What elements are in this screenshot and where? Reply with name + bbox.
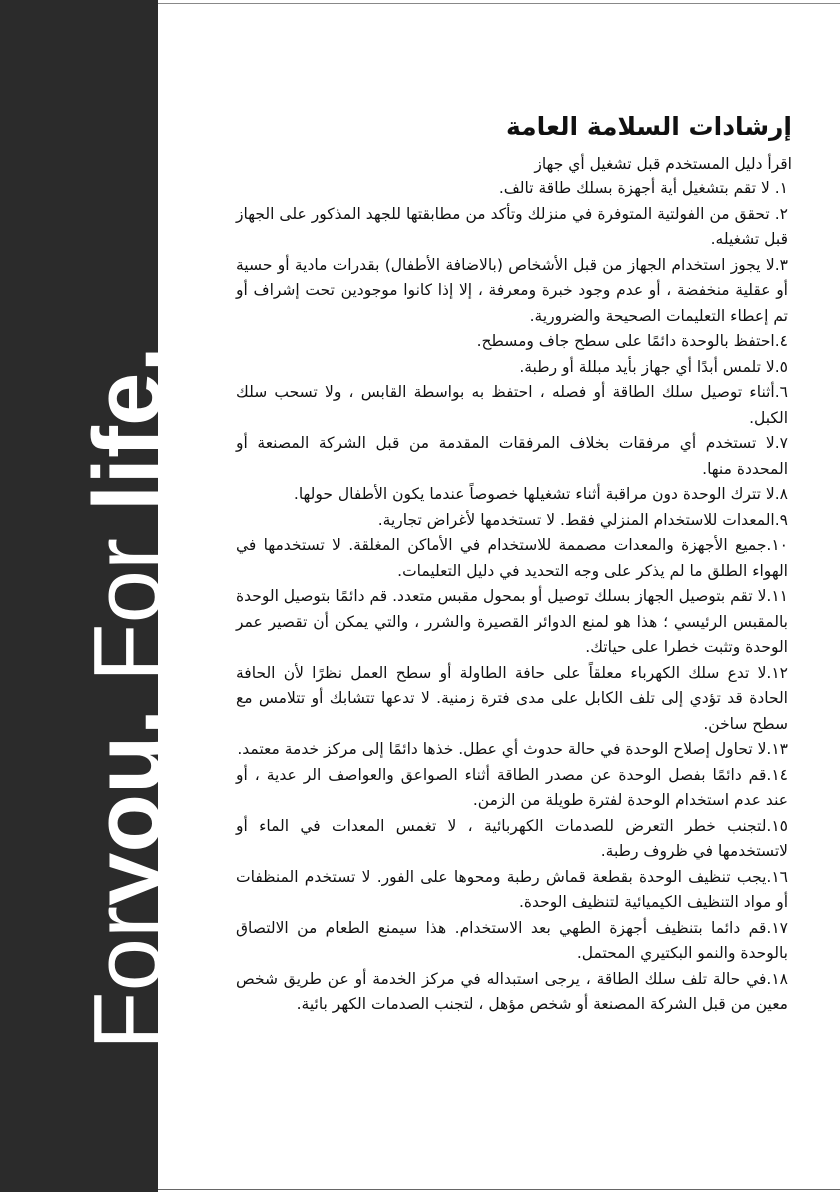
instruction-number: ١٥ — [771, 816, 788, 835]
instruction-number: ١٧ — [771, 918, 788, 937]
instruction-text: .أثناء توصيل سلك الطاقة أو فصله ، احتفظ به بواسطة القابس ، ولا تسحب سلك الكبل. — [236, 383, 788, 427]
instruction-number: ١٠ — [771, 536, 788, 554]
page-title: إرشادات السلامة العامة — [506, 112, 792, 141]
instruction-text: .لا تترك الوحدة دون مراقبة أثناء تشغيلها خصوصاً عندما يكون الأطفال حولها. — [293, 485, 780, 503]
instruction-item — [236, 916, 800, 967]
instruction-text: .لا تحاول إصلاح الوحدة في حالة حدوث أي عطل. خذها دائمًا إلى مركز خدمة معتمد. — [237, 740, 772, 758]
instruction-text: .جميع الأجهزة والمعدات مصممة للاستخدام في الأماكن المغلقة. لا تستخدمها في الهواء الطلق ما لم يذكر على وجه التحديد في دليل التعليمات. — [236, 536, 788, 580]
instruction-item — [236, 253, 800, 330]
safety-instructions — [236, 112, 800, 1018]
instruction-number: ٨ — [779, 485, 788, 503]
instruction-text: .لا تستخدم أي مرفقات بخلاف المرفقات المقدمة من قبل الشركة المصنعة أو المحددة منها. — [236, 434, 788, 478]
instruction-item — [236, 584, 800, 661]
slogan-part: life — [74, 372, 181, 512]
instruction-item — [236, 355, 800, 381]
instruction-item — [236, 202, 800, 253]
brand-slogan — [74, 345, 181, 1050]
instruction-item — [236, 737, 800, 763]
instruction-text: .لا تقم بتوصيل الجهاز بسلك توصيل أو بمحول مقبس متعدد. قم دائمًا بتوصيل الوحدة بالمقبس الرئيسي ؛ هذا هو لمنع الدوائر القصيرة والشرر ، والتي يمكن أن تقصير عمر الوحدة وتثبت خطرا على حياتك. — [236, 587, 788, 656]
instruction-item — [236, 431, 800, 482]
instruction-item — [236, 508, 800, 534]
top-rule — [158, 3, 840, 4]
instruction-item — [236, 661, 800, 738]
instruction-number: ٤ — [779, 332, 788, 350]
instruction-text: .لا يجوز استخدام الجهاز من قبل الأشخاص (بالاضافة الأطفال) بقدرات مادية أو حسية أو عقلية منخفضة ، أو عدم وجود خبرة ومعرفة ، إلا إذا كانوا موجودين تحت إشراف أو تم إعطاء التعليمات الصحيحة والضرورية. — [236, 255, 788, 325]
instruction-text: .يجب تنظيف الوحدة بقطعة قماش رطبة ومحوها على الفور. لا تستخدم المنظفات أو مواد التنظيف الكيميائية لتنظيف الوحدة. — [236, 867, 788, 911]
instruction-number: ١٤ — [771, 765, 788, 784]
slogan-part: For — [74, 511, 181, 682]
slogan-part: . — [74, 345, 181, 373]
instruction-text: .لا تدع سلك الكهرباء معلقاً على حافة الطاولة أو سطح العمل نظرًا لأن الحافة الحادة قد تؤدي إلى تلف الكابل على مدى فترة زمنية. لا تدعها تتشابك أو تتلامس مع سطح ساخن. — [236, 663, 788, 733]
instruction-item — [236, 814, 800, 865]
instruction-item — [236, 533, 800, 584]
instruction-item — [236, 482, 800, 508]
instruction-number: ٣ — [779, 255, 788, 274]
instruction-number: ٧ — [779, 434, 788, 452]
slogan-part: For — [74, 906, 181, 1050]
instruction-text: .احتفظ بالوحدة دائمًا على سطح جاف ومسطح. — [476, 332, 780, 350]
instruction-number: ١٢ — [771, 663, 788, 682]
instruction-text: .قم دائما بتنظيف أجهزة الطهي بعد الاستخدام. هذا سيمنع الطعام من الالتصاق بالوحدة والنمو البكتيري المحتمل. — [236, 918, 788, 962]
instruction-number: ٩ — [779, 510, 788, 529]
instruction-text: .في حالة تلف سلك الطاقة ، يرجى استبداله في مركز الخدمة أو عن طريق شخص معين من قبل الشركة المصنعة أو شخص مؤهل ، لتجنب الصدمات الكهر بائية. — [236, 969, 788, 1013]
instruction-text: . لا تقم بتشغيل أية أجهزة بسلك طاقة تالف. — [498, 179, 780, 197]
instruction-item — [236, 865, 800, 916]
instruction-number: ١٨ — [771, 969, 788, 988]
instruction-item — [236, 763, 800, 814]
instruction-item — [236, 176, 800, 202]
slogan-part: you — [74, 735, 181, 906]
instruction-number: ١ — [779, 179, 788, 197]
instruction-list — [236, 176, 800, 1018]
instruction-text: .قم دائمًا بفصل الوحدة عن مصدر الطاقة أثناء الصواعق والعواصف الر عدية ، أو عند عدم استخدام الوحدة لفترة طويلة من الزمن. — [236, 765, 788, 809]
instruction-text: .لتجنب خطر التعرض للصدمات الكهربائية ، لا تغمس المعدات في الماء أو لاتستخدمها في ظروف رطبة. — [236, 816, 788, 860]
instruction-text: .المعدات للاستخدام المنزلي فقط. لا تستخدمها لأغراض تجارية. — [377, 510, 780, 529]
intro-text: اقرأ دليل المستخدم قبل تشغيل أي جهاز — [534, 155, 792, 173]
instruction-number: ١٣ — [771, 740, 788, 758]
instruction-number: ١١ — [771, 587, 788, 605]
slogan-part: . — [74, 681, 181, 736]
instruction-item — [236, 967, 800, 1018]
instruction-number: ٥ — [779, 357, 788, 376]
brand-sidebar — [0, 0, 181, 1192]
instruction-number: ٢ — [779, 204, 788, 223]
bottom-rule — [158, 1189, 840, 1190]
instruction-number: ٦ — [779, 383, 788, 401]
instruction-item — [236, 380, 800, 431]
instruction-text: .لا تلمس أبدًا أي جهاز بأيد مبللة أو رطبة. — [519, 357, 780, 376]
instruction-number: ١٦ — [771, 867, 788, 886]
instruction-text: . تحقق من الفولتية المتوفرة في منزلك وتأكد من مطابقتها للجهد المذكور على الجهاز قبل تشغيله. — [236, 204, 788, 248]
instruction-item — [236, 329, 800, 355]
